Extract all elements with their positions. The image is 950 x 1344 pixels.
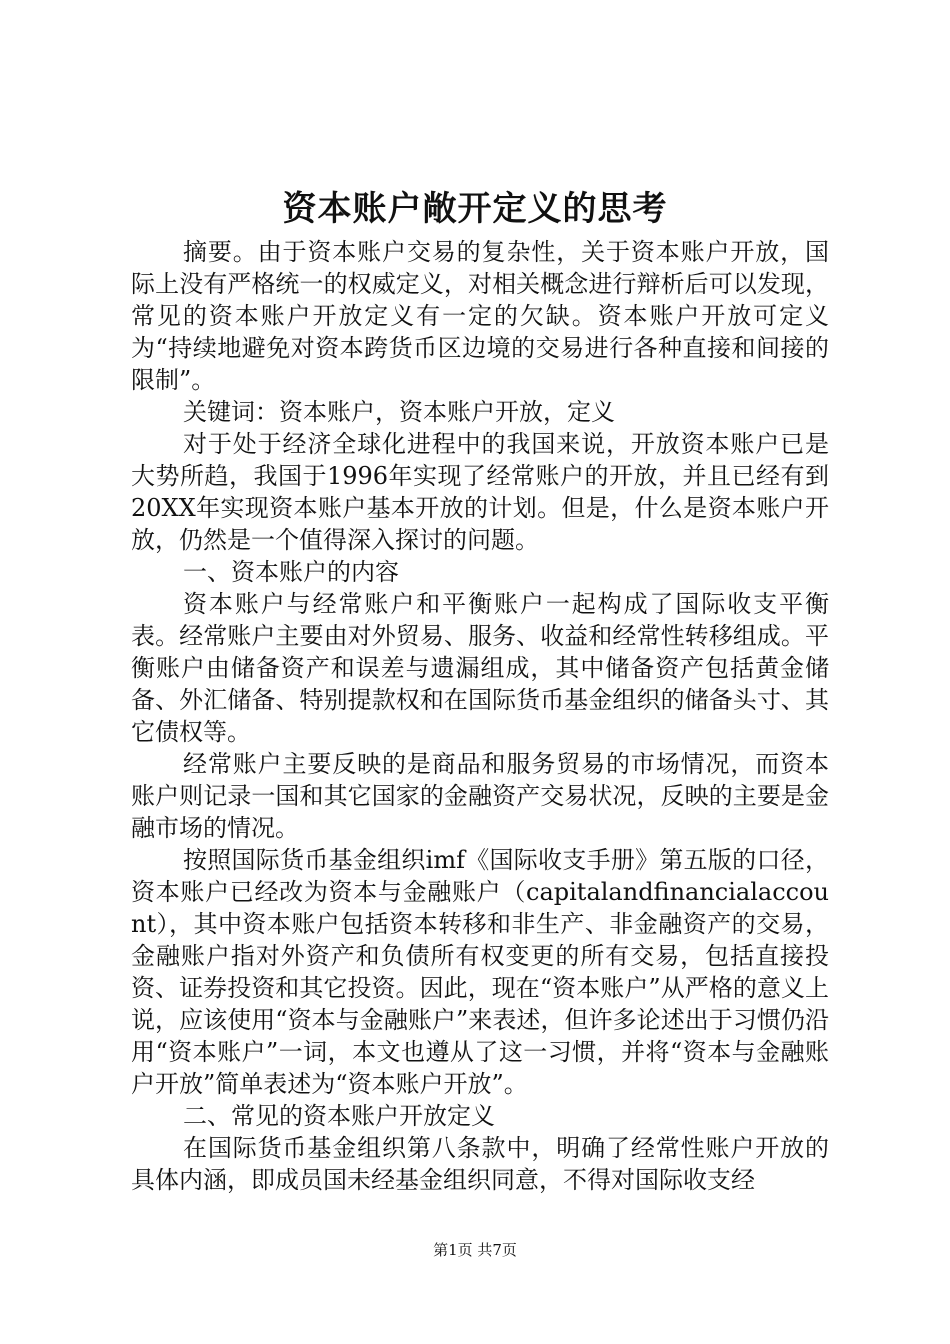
section-heading: 二、常见的资本账户开放定义	[183, 1102, 495, 1130]
body-paragraph: 经常账户主要反映的是商品和服务贸易的市场情况，而资本账户则记录一国和其它国家的金融资产交易状况，反映的主要是金融市场的情况。	[131, 750, 829, 842]
body-paragraph: 在国际货币基金组织第八条款中，明确了经常性账户开放的具体内涵，即成员国未经基金组织同意，不得对国际收支经	[131, 1134, 829, 1194]
document-body	[131, 236, 829, 1196]
abstract-paragraph: 摘要。由于资本账户交易的复杂性，关于资本账户开放，国际上没有严格统一的权威定义，对相关概念进行辩析后可以发现，常见的资本账户开放定义有一定的欠缺。资本账户开放可定义为“持续地避免对资本跨货币区边境的交易进行各种直接和间接的限制”。	[131, 238, 829, 394]
page-footer: 第1页 共7页	[433, 1241, 517, 1259]
keywords-paragraph: 关键词：资本账户，资本账户开放，定义	[183, 398, 615, 426]
document-title: 资本账户敞开定义的思考	[282, 189, 668, 229]
body-paragraph: 按照国际货币基金组织imf《国际收支手册》第五版的口径，资本账户已经改为资本与金融账户（capitalandfinancialaccount），其中资本账户包括资本转移和非生产、非金融资产的交易，金融账户指对外资产和负债所有权变更的所有交易，包括直接投资、证券投资和其它投资。因此，现在“资本账户”从严格的意义上说，应该使用“资本与金融账户”来表述，但许多论述出于习惯仍沿用“资本账户”一词，本文也遵从了这一习惯，并将“资本与金融账户开放”简单表述为“资本账户开放”。	[131, 846, 829, 1098]
body-paragraph: 资本账户与经常账户和平衡账户一起构成了国际收支平衡表。经常账户主要由对外贸易、服务、收益和经常性转移组成。平衡账户由储备资产和误差与遗漏组成，其中储备资产包括黄金储备、外汇储备、特别提款权和在国际货币基金组织的储备头寸、其它债权等。	[131, 590, 829, 746]
body-paragraph: 对于处于经济全球化进程中的我国来说，开放资本账户已是大势所趋，我国于1996年实现了经常账户的开放，并且已经有到20XX年实现资本账户基本开放的计划。但是，什么是资本账户开放，仍然是一个值得深入探讨的问题。	[131, 430, 829, 554]
section-heading: 一、资本账户的内容	[183, 558, 399, 586]
